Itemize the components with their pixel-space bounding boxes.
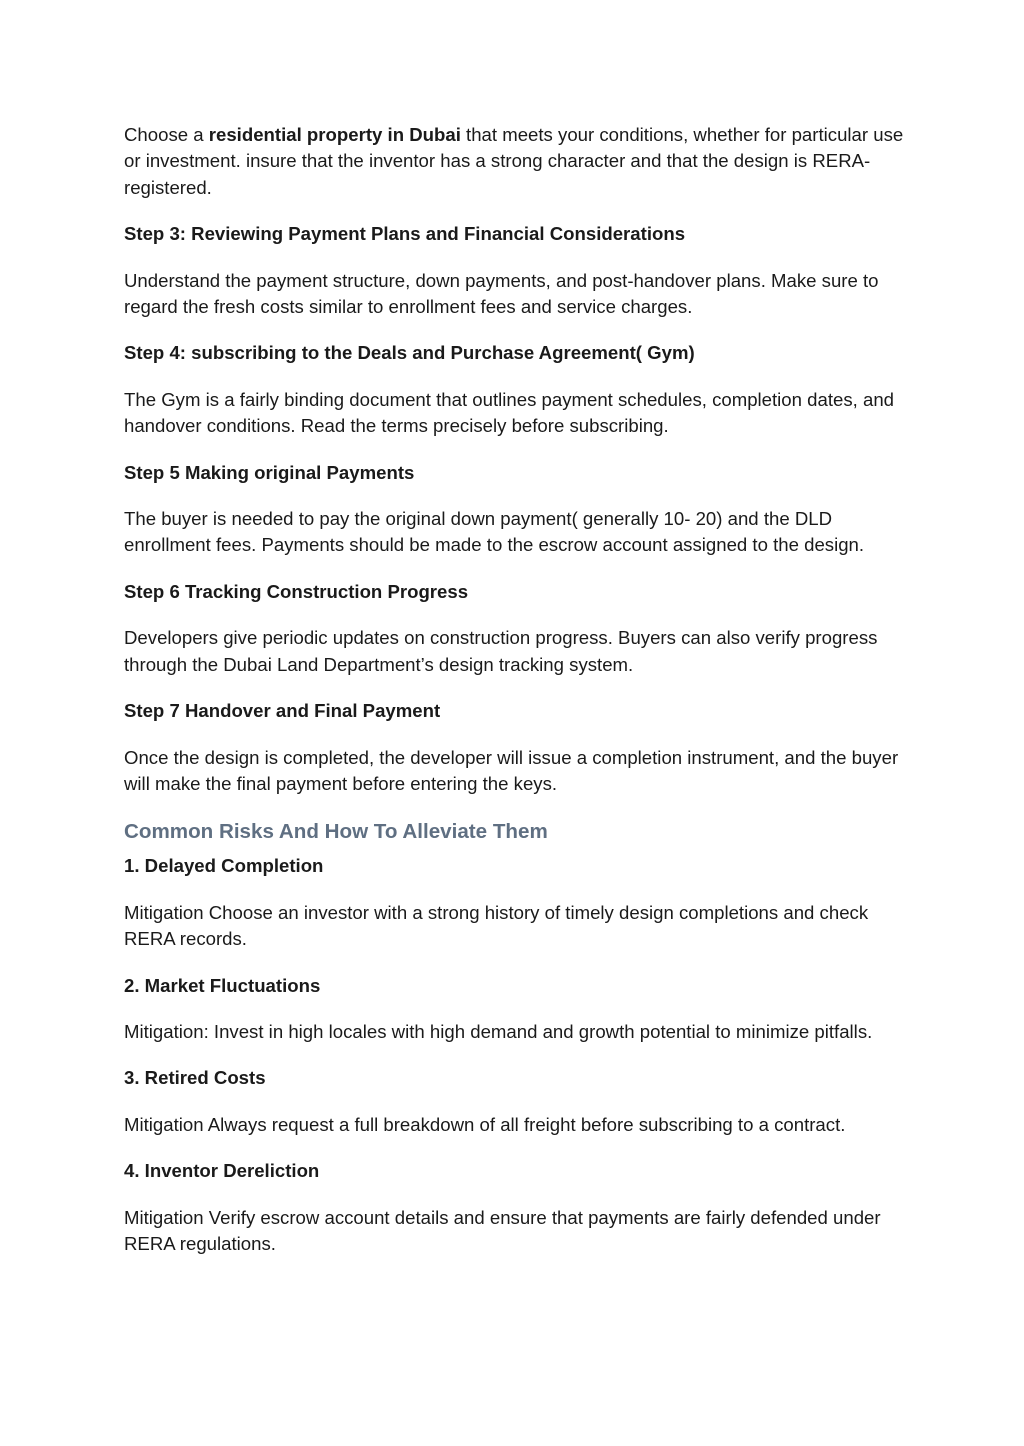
intro-paragraph: [124, 122, 904, 201]
step-5-body: The buyer is needed to pay the original down payment( generally 10- 20) and the DLD enrollment fees. Payments should be made to the escrow account assigned to the design.: [124, 508, 865, 556]
step-6-heading: Step 6 Tracking Construction Progress: [124, 580, 469, 602]
step-4-heading: Step 4: subscribing to the Deals and Purchase Agreement( Gym): [124, 342, 695, 364]
risk-3-body: Mitigation Always request a full breakdown of all freight before subscribing to a contract.: [124, 1113, 846, 1135]
residential-property-link[interactable]: residential property in Dubai: [208, 124, 461, 145]
step-7-body: Once the design is completed, the developer will issue a completion instrument, and the buyer will make the final payment before entering the keys.: [124, 746, 899, 794]
risks-section-title: Common Risks And How To Alleviate Them: [124, 820, 548, 844]
step-5-heading: Step 5 Making original Payments: [124, 461, 415, 483]
risk-4-body: Mitigation Verify escrow account details and ensure that payments are fairly defended under RERA regulations.: [124, 1206, 881, 1254]
risk-2-heading: 2. Market Fluctuations: [124, 974, 321, 996]
document-page: [124, 122, 904, 1277]
step-3-body: Understand the payment structure, down payments, and post-handover plans. Make sure to regard the fresh costs similar to enrollment fees and service charges.: [124, 269, 879, 318]
intro-text-before: Choose a: [124, 124, 209, 145]
risk-1-heading: 1. Delayed Completion: [124, 855, 324, 877]
step-4-body: The Gym is a fairly binding document that outlines payment schedules, completion dates, and handover conditions. Read the terms precisely before subscribing.: [124, 388, 894, 437]
risk-3-heading: 3. Retired Costs: [124, 1067, 266, 1089]
step-6-body: Developers give periodic updates on construction progress. Buyers can also verify progress through the Dubai Land Department’s design tracking system.: [124, 627, 878, 675]
risk-4-heading: 4. Inventor Dereliction: [124, 1160, 320, 1182]
step-3-heading: Step 3: Reviewing Payment Plans and Financial Considerations: [124, 223, 686, 245]
step-7-heading: Step 7 Handover and Final Payment: [124, 700, 441, 722]
intro-text-after: that meets your conditions, whether for particular use or investment. insure that the inventor has a strong character and that the design is RERA-registered.: [124, 124, 904, 198]
risk-1-body: Mitigation Choose an investor with a strong history of timely design completions and check RERA records.: [124, 901, 869, 950]
risk-2-body: Mitigation: Invest in high locales with high demand and growth potential to minimize pitfalls.: [124, 1020, 873, 1042]
